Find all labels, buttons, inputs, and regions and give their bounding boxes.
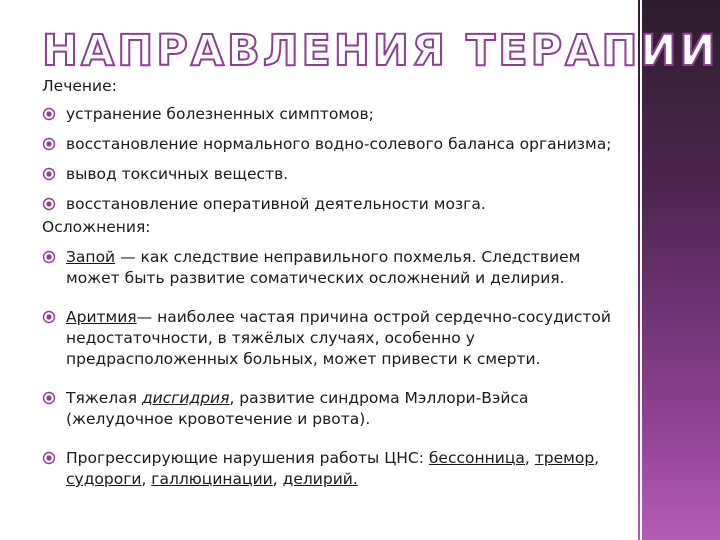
circle-bullet-icon (42, 107, 56, 121)
band-divider (640, 0, 642, 540)
circle-bullet-icon (42, 250, 56, 264)
list-item: Прогрессирующие нарушения работы ЦНС: бессонница, тремор, судороги, галлюцинации, делирий. (42, 448, 632, 490)
list-item (42, 134, 632, 155)
circle-bullet-icon (42, 137, 56, 151)
list-item (42, 388, 632, 430)
list-item-text: — наиболее частая причина острой сердечно-сосудистой недостаточности, в тяжёлых случаях, особенно у предрасположенных больных, может привести к смерти. (66, 308, 611, 368)
link-gallyutsinatsii[interactable]: галлюцинации (151, 470, 273, 488)
complications-heading: Осложнения: (42, 218, 151, 236)
circle-bullet-icon (42, 310, 56, 324)
list-item-text: Прогрессирующие нарушения работы ЦНС: (66, 449, 429, 467)
link-deliriy[interactable]: делирий. (282, 470, 358, 488)
list-item (42, 194, 632, 215)
treatment-heading: Лечение: (42, 77, 117, 95)
list-item-text: , развитие синдрома Мэллори-Вэйса (желудочное кровотечение и рвота). (66, 389, 529, 428)
list-item-text: восстановление оперативной деятельности мозга. (66, 195, 486, 213)
circle-bullet-icon (42, 197, 56, 211)
list-item (42, 104, 632, 125)
complications-list (42, 247, 632, 490)
circle-bullet-icon (42, 391, 56, 405)
link-aritmiya[interactable]: Аритмия (66, 308, 137, 326)
circle-bullet-icon (42, 451, 56, 465)
slide-title: НАПРАВЛЕНИЯ ТЕРАПИИ (42, 26, 719, 76)
circle-bullet-icon (42, 167, 56, 181)
link-zapoy[interactable]: Запой (66, 248, 116, 266)
list-item-text: устранение болезненных симптомов; (66, 105, 374, 123)
list-item (42, 247, 632, 289)
link-disgidriya[interactable]: дисгидрия (141, 389, 230, 407)
link-bessonnitsa[interactable]: бессонница (428, 449, 525, 467)
decorative-band (638, 0, 720, 540)
list-item-text: Тяжелая (66, 389, 142, 407)
list-item (42, 307, 632, 370)
slide-content (42, 76, 632, 508)
list-item-text: вывод токсичных веществ. (66, 165, 289, 183)
list-item (42, 164, 632, 185)
link-tremor[interactable]: тремор (534, 449, 595, 467)
link-sudorogi[interactable]: судороги (66, 470, 142, 488)
list-item-text: восстановление нормального водно-солевого баланса организма; (66, 135, 612, 153)
list-item-text: — как следствие неправильного похмелья. Следствием может быть развитие соматических осложнений и делирия. (66, 248, 581, 287)
treatment-list (42, 104, 632, 215)
